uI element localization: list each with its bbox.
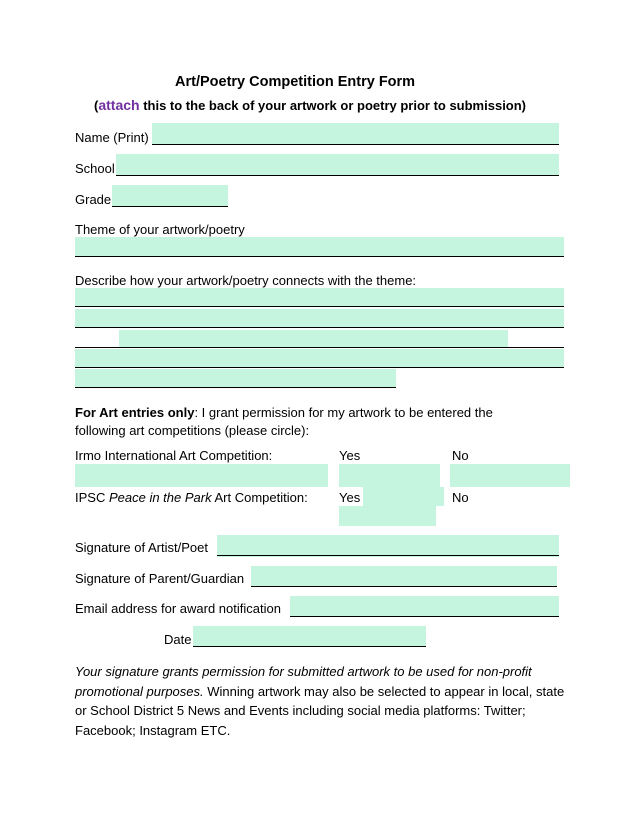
date-label: Date [164,632,192,647]
grade-input[interactable] [112,185,228,207]
artist-signature-input[interactable] [217,535,559,557]
name-label: Name (Print) [75,130,149,145]
email-label: Email address for award notification [75,601,281,616]
competition-ipsc-no[interactable]: No [452,490,469,505]
permission-text-2: following art competitions (please circle): [75,423,310,438]
theme-underline [75,256,564,257]
describe-input-line-1[interactable] [75,288,564,307]
parent-signature-underline [251,586,557,587]
competition-ipsc-prefix: IPSC [75,490,109,505]
competition-irmo-field-left[interactable] [75,464,328,487]
competition-ipsc-suffix: Art Competition: [211,490,308,505]
theme-input[interactable] [75,237,564,257]
describe-underline-5 [75,387,396,388]
describe-underline-4 [75,367,564,368]
competition-irmo-yes[interactable]: Yes [339,448,361,463]
competition-ipsc-field-yes[interactable] [339,506,436,526]
school-input[interactable] [116,154,559,176]
competition-irmo-no[interactable]: No [452,448,469,463]
name-underline [152,144,559,145]
competition-irmo-field-yes[interactable] [339,464,440,487]
email-underline [290,616,559,617]
describe-input-line-5[interactable] [75,369,396,388]
artist-signature-label: Signature of Artist/Poet [75,540,208,555]
footer-normal: Winning artwork may also be selected to appear in local, state or School District 5 News and Events including social media platforms: Twitter; Facebook; Instagram ETC. [75,683,565,738]
parent-signature-input[interactable] [251,566,557,587]
theme-label: Theme of your artwork/poetry [75,222,245,237]
subtitle-paren: ( [94,98,99,113]
describe-input-line-2[interactable] [75,309,564,328]
competition-irmo-name: Irmo International Art Competition: [75,448,273,463]
describe-label: Describe how your artwork/poetry connects with the theme: [75,273,417,288]
permission-paragraph [75,404,555,440]
date-input[interactable] [193,626,426,647]
school-label: School [75,161,115,176]
school-underline [116,175,559,176]
permission-bold: For Art entries only [75,405,195,420]
name-input[interactable] [152,123,559,145]
subtitle-rest: this to the back of your artwork or poetry prior to submission) [139,98,527,113]
date-underline [193,646,426,647]
competition-ipsc-field-yes-top[interactable] [363,487,444,506]
describe-underline-1 [75,306,564,307]
footer-paragraph [75,662,565,740]
competition-ipsc-label [75,490,308,506]
competition-ipsc-yes[interactable]: Yes [339,490,361,505]
competition-irmo-label [75,448,272,464]
competition-ipsc-italic: Peace in the Park [108,490,212,505]
grade-underline [112,206,228,207]
footer-italic: Your signature grants permission for submitted artwork to be used for non-profit promotional purposes. [75,664,532,699]
describe-underline-2 [75,327,564,328]
email-input[interactable] [290,596,559,617]
subtitle-attach-word: attach [98,97,140,113]
form-title: Art/Poetry Competition Entry Form [175,74,416,90]
describe-input-line-4[interactable] [75,349,564,368]
artist-signature-underline [217,555,559,556]
describe-underline-3 [75,347,564,348]
form-subtitle [94,97,526,114]
permission-text-1: : I grant permission for my artwork to be entered the [194,405,493,420]
describe-input-line-3[interactable] [119,330,508,348]
competition-irmo-field-no[interactable] [450,464,570,487]
parent-signature-label: Signature of Parent/Guardian [75,571,245,586]
grade-label: Grade [75,192,112,207]
